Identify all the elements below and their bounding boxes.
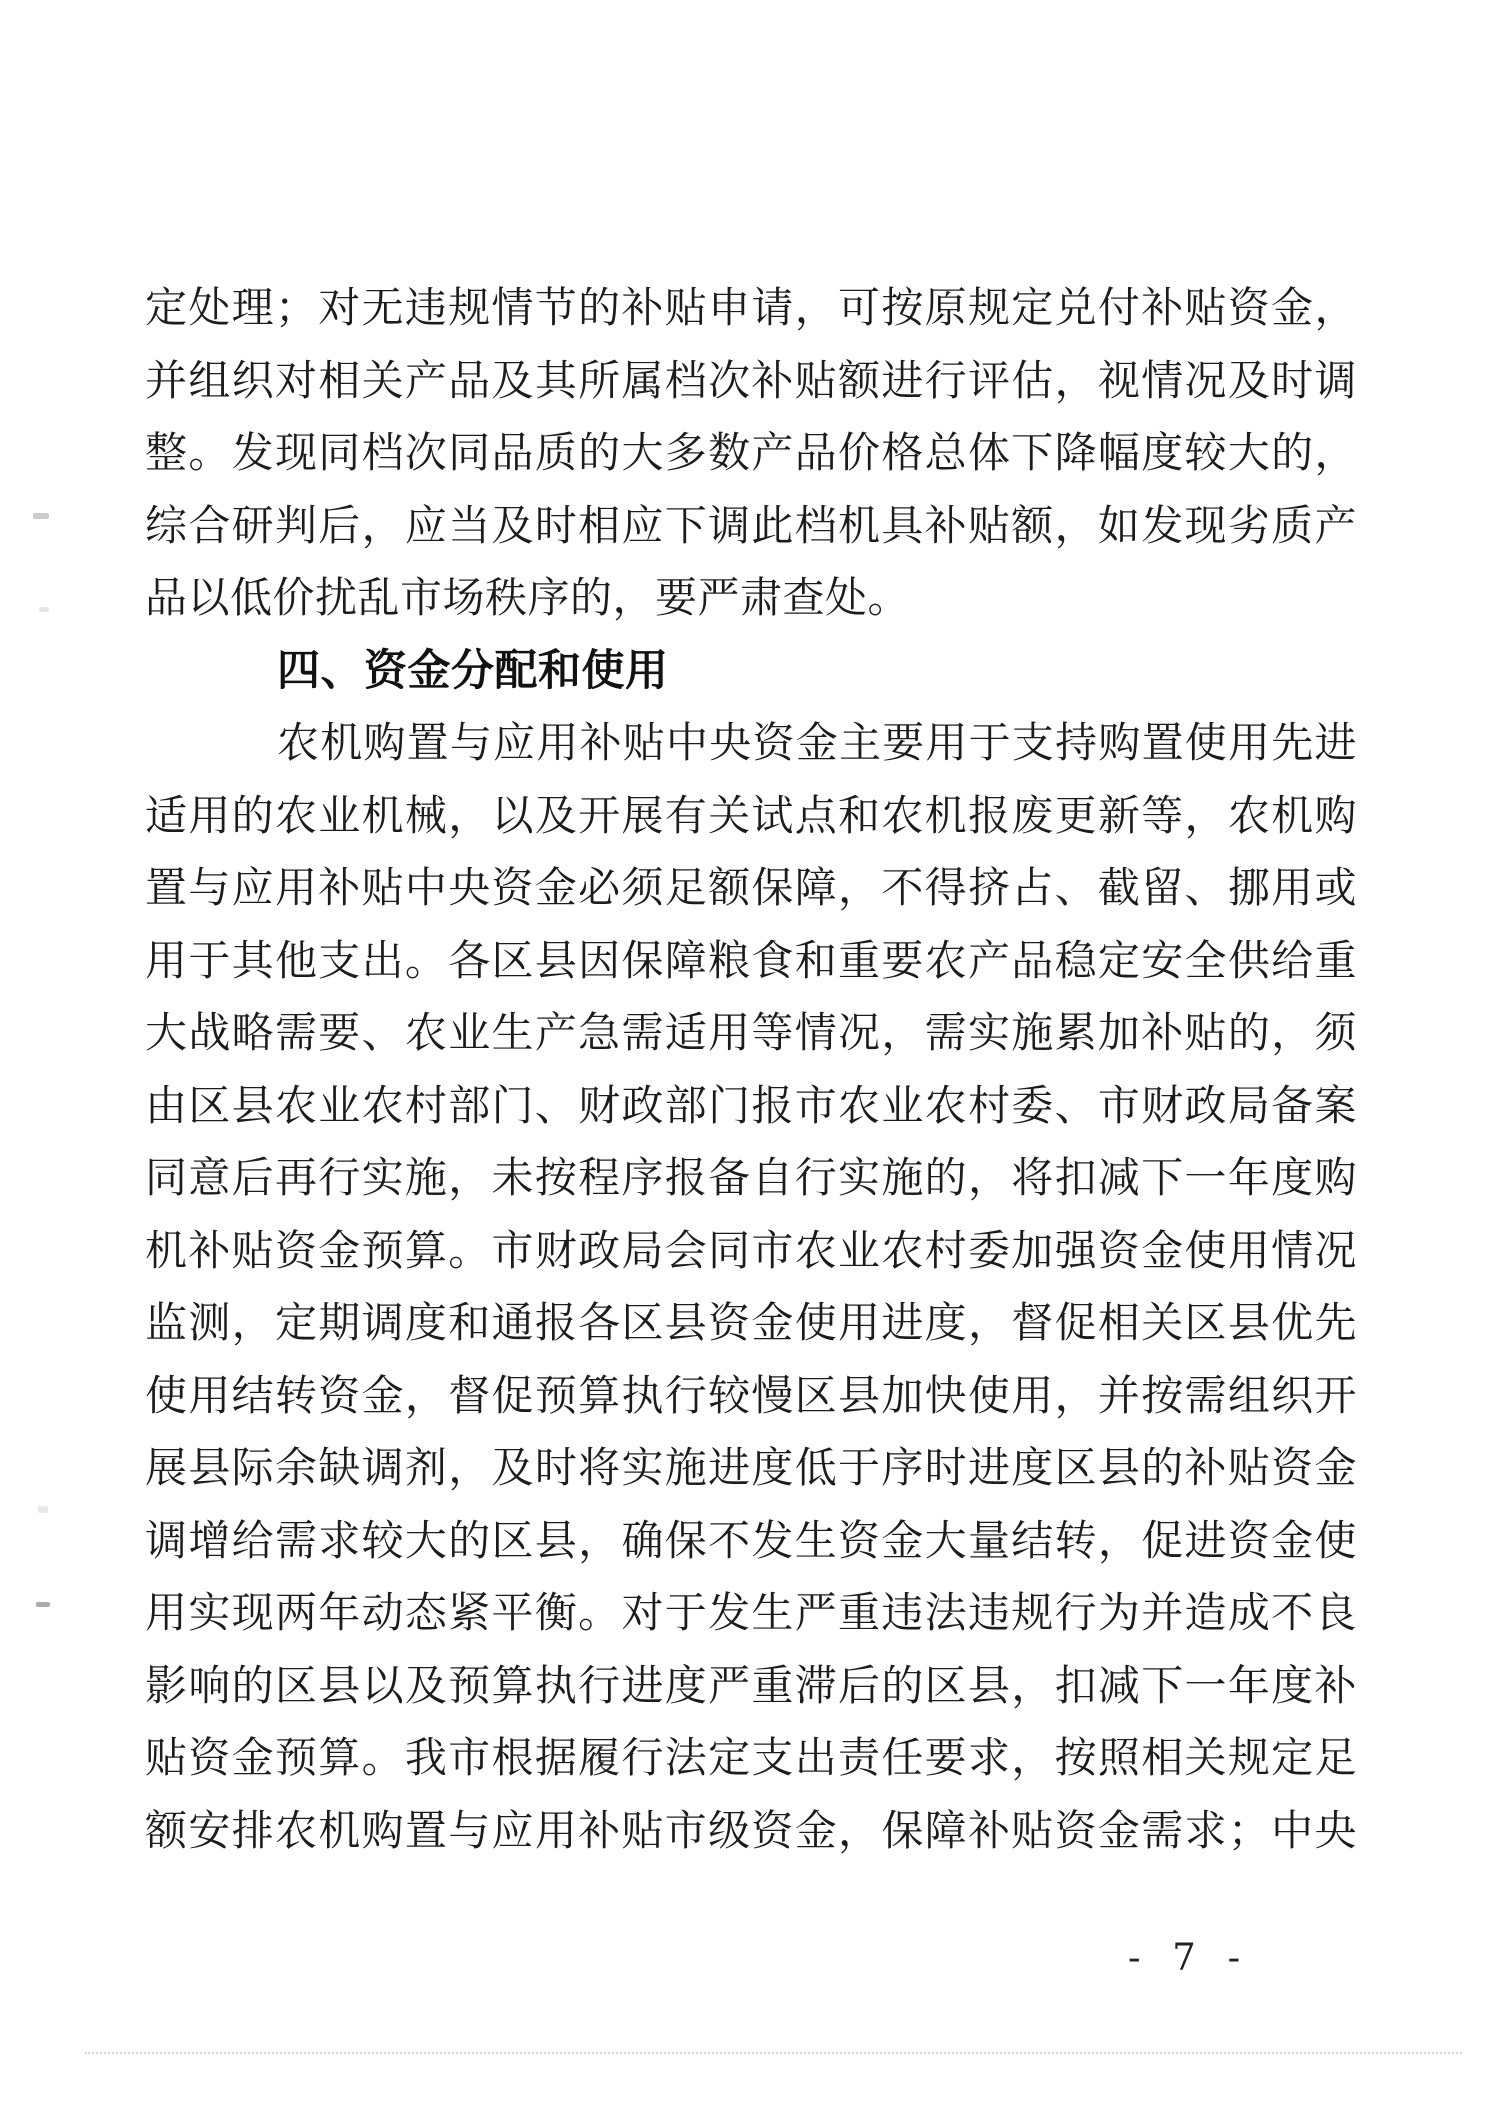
text-line: 综合研判后，应当及时相应下调此档机具补贴额，如发现劣质产 <box>145 500 1357 550</box>
text-line: 影响的区县以及预算执行进度严重滞后的区县，扣减下一年度补 <box>145 1660 1357 1710</box>
scan-dots-line <box>85 2052 1462 2054</box>
text-line: 并组织对相关产品及其所属档次补贴额进行评估，视情况及时调 <box>145 355 1357 405</box>
text-line: 额安排农机购置与应用补贴市级资金，保障补贴资金需求；中央 <box>145 1805 1357 1855</box>
scan-artifact <box>38 1506 48 1513</box>
scan-artifact <box>33 513 49 519</box>
text-line: 机补贴资金预算。市财政局会同市农业农村委加强资金使用情况 <box>145 1225 1357 1275</box>
text-line: 用实现两年动态紧平衡。对于发生严重违法违规行为并造成不良 <box>145 1588 1357 1637</box>
page-number: - 7 - <box>1128 1936 1251 1979</box>
text-line: 大战略需要、农业生产急需适用等情况，需实施累加补贴的，须 <box>145 1008 1357 1057</box>
text-block <box>145 272 1357 1867</box>
text-line: 定处理；对无违规情节的补贴申请，可按原规定兑付补贴资金， <box>145 283 1357 332</box>
text-line: 整。发现同档次同品质的大多数产品价格总体下降幅度较大的， <box>145 428 1357 477</box>
text-line: 适用的农业机械，以及开展有关试点和农机报废更新等，农机购 <box>145 790 1357 840</box>
text-line: 品以低价扰乱市场秩序的，要严肃查处。 <box>145 573 911 622</box>
text-line: 调增给需求较大的区县，确保不发生资金大量结转，促进资金使 <box>145 1515 1357 1565</box>
scan-artifact <box>39 607 49 612</box>
text-line: 展县际余缺调剂，及时将实施进度低于序时进度区县的补贴资金 <box>145 1443 1357 1492</box>
text-line: 监测，定期调度和通报各区县资金使用进度，督促相关区县优先 <box>145 1298 1357 1347</box>
text-line: 用于其他支出。各区县因保障粮食和重要农产品稳定安全供给重 <box>145 935 1357 985</box>
text-line: 置与应用补贴中央资金必须足额保障，不得挤占、截留、挪用或 <box>145 863 1357 912</box>
scan-artifact <box>36 1602 50 1607</box>
text-line: 由区县农业农村部门、财政部门报市农业农村委、市财政局备案 <box>145 1080 1357 1130</box>
text-line: 使用结转资金，督促预算执行较慢区县加快使用，并按需组织开 <box>145 1370 1357 1420</box>
text-line: 贴资金预算。我市根据履行法定支出责任要求，按照相关规定足 <box>145 1733 1357 1782</box>
text-line: 农机购置与应用补贴中央资金主要用于支持购置使用先进 <box>277 718 1357 767</box>
text-line: 同意后再行实施，未按程序报备自行实施的，将扣减下一年度购 <box>145 1153 1357 1202</box>
section-heading: 四、资金分配和使用 <box>277 645 669 696</box>
